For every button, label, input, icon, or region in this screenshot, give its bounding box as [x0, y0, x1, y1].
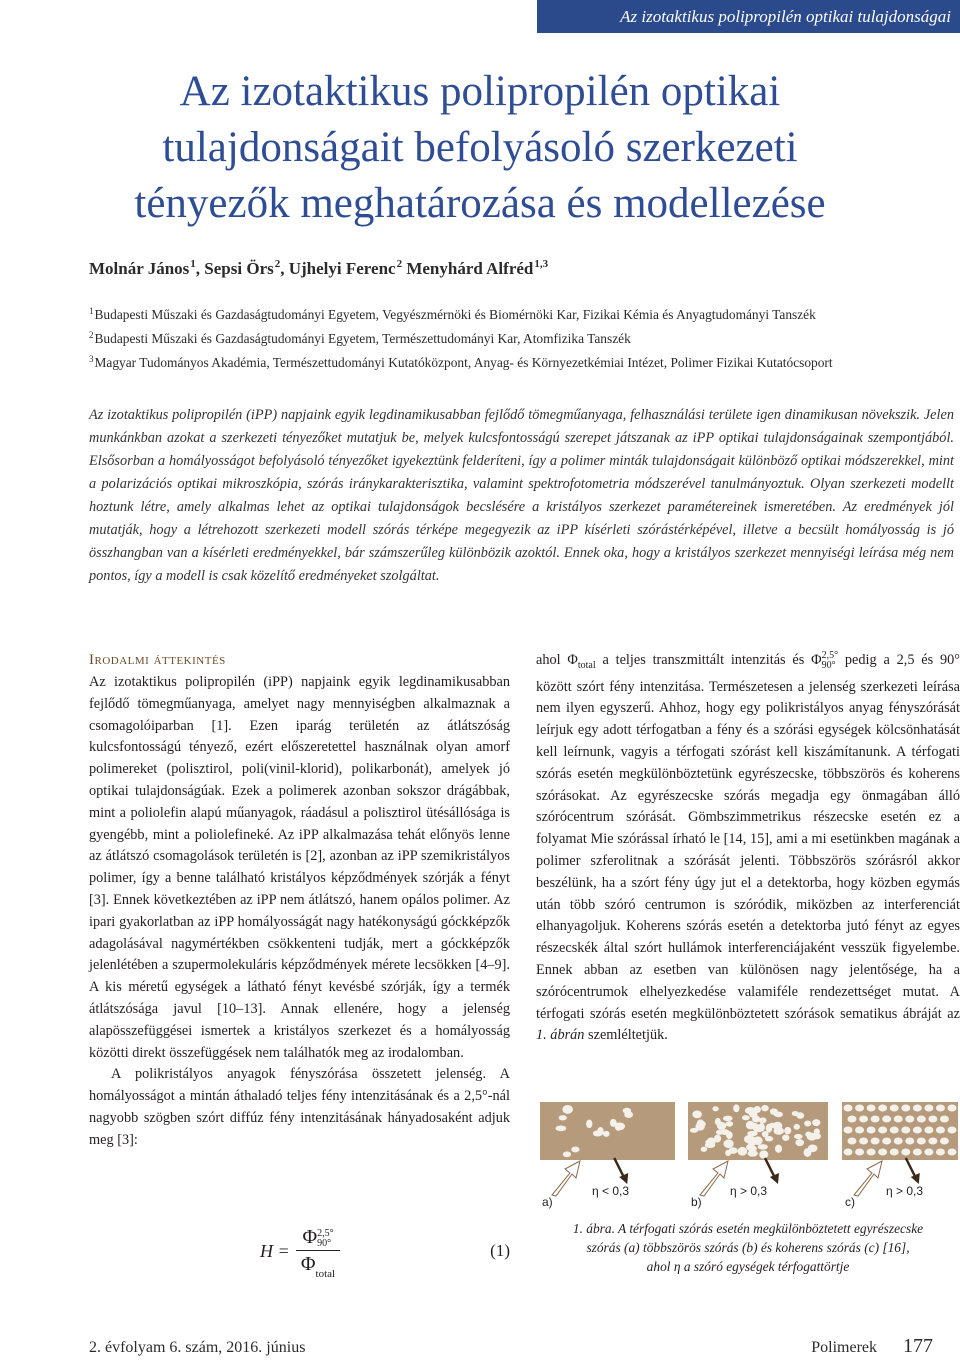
section-heading: Irodalmi áttekintés [89, 652, 226, 668]
affiliation-text: Magyar Tudományos Akadémia, Természettudományi Kutatóközpont, Anyag- és Környezetkémiai Intézet, Polimer Fizikai Kutatócsoport [94, 355, 833, 370]
author-name: Molnár János [89, 259, 190, 278]
scattering-particle [624, 1111, 633, 1118]
scattering-particle [690, 1128, 698, 1133]
scattering-particle [775, 1145, 782, 1153]
affiliation-number: 3 [89, 354, 94, 364]
scattering-particle [871, 1116, 880, 1123]
scattering-particle [733, 1104, 739, 1112]
scattering-particle [913, 1127, 922, 1134]
scattering-particle [744, 1135, 755, 1143]
scattering-particle [924, 1127, 933, 1134]
affiliation [89, 349, 954, 373]
scattering-particle [878, 1127, 887, 1134]
scattering-particle [697, 1119, 705, 1128]
phi-symbol: Φ [300, 1253, 316, 1275]
body-paragraph [536, 650, 960, 1047]
scattering-particle [795, 1139, 804, 1146]
figure-caption [536, 1219, 960, 1276]
scattering-particle [871, 1138, 880, 1145]
scattering-particle [747, 1146, 755, 1151]
caption-line: ahol η a szóró egységek térfogattörtje [646, 1259, 850, 1274]
scattering-particle [867, 1149, 876, 1156]
scattering-particle [794, 1124, 800, 1130]
scattering-particle [936, 1105, 945, 1112]
scattering-particle [701, 1147, 707, 1152]
scattering-particle [761, 1105, 769, 1111]
scattering-particle [844, 1127, 853, 1134]
equation-haze [260, 1225, 510, 1281]
scattering-particle [804, 1148, 812, 1157]
author-name: Sepsi Örs [204, 259, 274, 278]
scattering-particle [948, 1127, 957, 1134]
scattering-particle [901, 1127, 910, 1134]
scattering-particle [758, 1144, 768, 1150]
scattering-particle [770, 1109, 776, 1115]
scattering-particle [936, 1127, 945, 1134]
affiliation-text: Budapesti Műszaki és Gazdaságtudományi Egyetem, Vegyészmérnöki és Biomérnöki Kar, Fizikai Kémia és Anyagtudományi Tanszék [94, 307, 816, 322]
scattering-particle [729, 1147, 738, 1154]
panel-eta-label: η > 0,3 [730, 1184, 768, 1198]
affiliation-text: Budapesti Műszaki és Gazdaságtudományi Egyetem, Természettudományi Kar, Atomfizika Tanszék [94, 331, 631, 346]
subscript: total [577, 659, 596, 671]
scattering-particle [901, 1149, 910, 1156]
scattering-particle [759, 1150, 768, 1158]
scattering-particle [571, 1146, 579, 1152]
scattering-particle [796, 1112, 804, 1119]
body-paragraph: Az izotaktikus polipropilén (iPP) napjaink egyik legdinamikusabban fejlődő tömegműanyaga, amelyet nagy mennyiségben alkalmaznak a csomagolóiparban [1]. Ezen iparág területén az átlátszóság kulcsfontosságú tényező, ezért előszeretettel használnak olyan amorf polimereket (polisztirol, poli(vinil-klorid), polikarbonát), amelyek jó optikai tulajdonságúak. Ezek a polimerek azonban sokszor drágábbak, mint a poliolefin alapú műanyagok, ráadásul a polisztirol ütésállósága is gyengébb, mint a poliolefineké. Az iPP alkalmazása tehát előnyös lenne az átlátszó csomagolások területén is [2], azonban az iPP szemikristályos polimer, így a benne található kristályos képződmények szórják a fényt [3]. Ennek következtében az iPP nem átlátszó, hanem opálos polimer. Az ipari gyakorlatban az iPP homályosságát nagy hatékonyságú góckképzők adagolásával nagymértékben csökkenteni tudják, mert a góckképzők jelenlétében a szupermolekuláris képződmények mérete lecsökken [4–9]. A kis méretű egységek a látható fényt kevésbé szórják, így a termék átlátszósága javul [10–13]. Annak ellenére, hogy a jelenség alapösszefüggései ismertek a kristályos szerkezet és a homályosság közötti direkt összefüggések nem találhatók meg az irodalomban. [89, 674, 510, 1061]
figure-reference: 1. ábrán [536, 1027, 585, 1044]
scattering-particle [765, 1136, 773, 1141]
equation-sub: 90° [317, 1238, 332, 1250]
scattering-particle [890, 1149, 899, 1156]
affiliation-number: 2 [89, 330, 94, 340]
author-affil-number: 2 [274, 258, 281, 270]
affiliation [89, 301, 954, 325]
scattering-particle [586, 1119, 592, 1128]
equation-sup: 2,5° [317, 1228, 334, 1240]
scattering-particle [859, 1138, 868, 1145]
scattering-particle [867, 1127, 876, 1134]
subscript: 90° [821, 660, 836, 671]
scattering-particle [936, 1149, 945, 1156]
equation-number: (1) [490, 1241, 510, 1260]
scattering-particle [562, 1105, 573, 1114]
scattering-particle [890, 1105, 899, 1112]
scattering-particle [894, 1116, 903, 1123]
abstract: Az izotaktikus polipropilén (iPP) napjaink egyik legdinamikusabban fejlődő tömegműanyaga, felhasználási területe igen dinamikusan növekszik. Jelen munkánkban azokat a szerkezeti tényezőket mutatjuk be, melyek kulcsfontosságú szerepet játszanak az iPP optikai tulajdonságainak szempontjából. Elsősorban a homályosságot befolyásoló tényezőket igyekeztünk felderíteni, így a polimer minták tulajdonságait különböző optikai módszerekkel, mint a polarizációs optikai mikroszkópia, szórás iránykarakterisztika, valamint spektrofotometria módszerével tanulmányoztuk. Olyan szerkezeti modellt hoztunk létre, amely alkalmas lehet az optikai tulajdonságok becslésére a kristályos szerkezet paramétereinek ismeretében. Az eredmények jól mutatják, hogy a létrehozott szerkezeti modell szórás térképe megegyezik az iPP kísérleti szórástérképével, illetve a becsült homályosság is jó összhangban van a kísérleti eredményekkel, bár számszerűleg különbözik azoktól. Ennek oka, hogy a kristályos szerkezet mennyiségi leírása még nem pontos, így a modell is csak közelítő eredményeket szolgáltat. [89, 407, 954, 584]
author-name: Menyhárd Alfréd [406, 259, 534, 278]
text-run: szemléltetjük. [584, 1027, 668, 1044]
scattering-particle [855, 1105, 864, 1112]
scattering-particle [928, 1116, 937, 1123]
scattering-particle [813, 1133, 821, 1139]
scattering-diagram [536, 1100, 960, 1216]
footer-journal-page [811, 1335, 933, 1358]
scattering-particle [913, 1105, 922, 1112]
scattering-particle [928, 1138, 937, 1145]
scattering-particle [917, 1138, 926, 1145]
scattering-particle [707, 1137, 716, 1146]
right-column [536, 650, 960, 1047]
scattering-particle [894, 1138, 903, 1145]
panel-letter: c) [845, 1195, 855, 1209]
scattering-figure [536, 1100, 960, 1216]
scattering-particle [878, 1149, 887, 1156]
affiliation-list [89, 301, 954, 373]
scattering-particle [905, 1116, 914, 1123]
scattering-particle [948, 1149, 957, 1156]
scattering-particle [712, 1106, 718, 1111]
title-line: tényezők meghatározása és modellezése [134, 180, 826, 227]
scattering-particle [742, 1115, 750, 1120]
scattering-particle [924, 1149, 933, 1156]
scattering-particle [905, 1138, 914, 1145]
scattering-particle [782, 1134, 789, 1140]
panel-single-scattering [540, 1102, 675, 1196]
scattering-particle [555, 1125, 566, 1131]
scattering-particle [878, 1105, 887, 1112]
author-affil-number: 1 [190, 258, 196, 270]
scattering-particle [867, 1105, 876, 1112]
scattering-particle [859, 1116, 868, 1123]
scattering-particle [723, 1139, 733, 1148]
superscript: 2,5° [821, 650, 839, 661]
text-run: ahol Φ [536, 652, 578, 668]
scattered-light-arrow [906, 1158, 916, 1178]
author-affil-number: 1,3 [534, 258, 549, 270]
scattering-particle [615, 1122, 625, 1130]
scattering-particle [848, 1116, 857, 1123]
author-list: Molnár János$^1$, Sepsi Örs$^2$, Ujhelyi Ferenc$^2$ Menyhárd Alfréd$^{1,3}$ [89, 258, 549, 278]
scattering-particle [721, 1129, 730, 1135]
scattering-particle [723, 1116, 733, 1122]
affiliation [89, 325, 954, 349]
running-header: Az izotaktikus polipropilén optikai tulajdonságai [537, 0, 960, 33]
page-number: 177 [903, 1335, 933, 1357]
article-title [40, 64, 920, 232]
footer-issue: 2. évfolyam 6. szám, 2016. június [89, 1339, 306, 1356]
scattering-particle [715, 1118, 721, 1125]
scattering-particle [692, 1111, 702, 1119]
scattering-particle [804, 1121, 811, 1127]
incident-light-arrow [854, 1161, 882, 1196]
scattered-light-arrow [765, 1158, 775, 1178]
text-run: a teljes transzmittált intenzitás és Φ [595, 652, 822, 668]
scattering-particle [769, 1123, 775, 1129]
panel-letter: b) [691, 1195, 702, 1209]
scattering-particle [882, 1138, 891, 1145]
scattering-particle [855, 1127, 864, 1134]
title-line: tulajdonságait befolyásoló szerkezeti [162, 124, 798, 171]
equation-fraction [296, 1225, 340, 1281]
scattering-particle [737, 1147, 747, 1156]
scattering-particle [753, 1124, 763, 1132]
scattering-particle [794, 1134, 803, 1139]
scattering-particle [784, 1127, 791, 1135]
scattering-particle [848, 1138, 857, 1145]
scattering-particle [940, 1116, 949, 1123]
incident-light-arrow [700, 1161, 728, 1196]
scattering-particle [940, 1138, 949, 1145]
panel-multiple-scattering [688, 1102, 828, 1196]
equation-sub: total [315, 1268, 336, 1281]
text-run: pedig a 2,5 és 90° között szórt fény intenzitása. Természetesen a jelenség szerkezeti leírása nem ilyen egyszerű. Ahhoz, hogy egy polikristályos anyag fényszórását leírjuk egy adott térfogatban a fény és a szórási egységek kölcsönhatását kell leírnunk, vagyis a térfogati szórást kell kiszámítanunk. A térfogati szórás esetén megkülönböztetünk egyrészecske, többszörös és koherens szórásokat. Az egyrészecske szórás megadja egy önmagában álló szórócentrum szórását. Gömbszimmetrikus részecske esetén ez a folyamat Mie szórással írható le [14, 15], ami a mi esetünkben magának a polimer szferolitnak a szórását jelenti. Többszörös szórásról akkor beszélünk, ha a szórt fény úgy jut el a detektorba, hogy közben egymás után több szóró centrumon is szóródik, miközben az interferenciát elhanyagoljuk. Koherens szórás esetén a detektorba jutó fényt az egyes részecskék által szórt hullámok interferenciájaként vesszük figyelembe. Ennek abban az esetben van különösen nagy jelentősége, ha a szórócentrumok elhelyezkedése valamiféle rendezettséget mutat. A térfogati szórás esetén megkülönböztetett szórások sematikus ábráját az [536, 652, 960, 1022]
scattering-particle [882, 1116, 891, 1123]
equation-lhs: H = [260, 1241, 290, 1261]
author-name: Ujhelyi Ferenc [288, 259, 396, 278]
scattering-particle [917, 1116, 926, 1123]
equation-numerator [296, 1225, 340, 1249]
scattering-particle [844, 1105, 853, 1112]
body-paragraph: A polikristályos anyagok fényszórása összetett jelenség. A homályosságot a mintán áthaladó teljes fény intenzitásának és a 2,5°-nál nagyobb szögben szórt diffúz fény intenzitásának hányadosaként adjuk meg [3]: [89, 1066, 510, 1148]
scattering-particle [563, 1151, 571, 1157]
caption-line: 1. ábra. A térfogati szórás esetén megkülönböztetett egyrészecske [572, 1221, 924, 1236]
scattering-particle [855, 1149, 864, 1156]
scattering-particle [559, 1115, 567, 1120]
scattering-particle [924, 1105, 933, 1112]
left-column [89, 650, 510, 1152]
scattering-particle [603, 1131, 610, 1137]
panel-eta-label: η < 0,3 [592, 1184, 630, 1198]
author-affil-number: 2 [396, 258, 403, 270]
scattering-particle [747, 1150, 757, 1157]
phi-symbol: Φ [302, 1226, 318, 1248]
title-line: Az izotaktikus polipropilén optikai [179, 68, 781, 115]
equation-denominator [296, 1252, 340, 1281]
panel-letter: a) [542, 1195, 553, 1209]
fraction-bar [296, 1250, 340, 1251]
scattering-particle [726, 1121, 734, 1127]
scattering-particle [844, 1149, 853, 1156]
incident-light-arrow [552, 1161, 580, 1196]
scattering-particle [901, 1105, 910, 1112]
scattering-particle [890, 1127, 899, 1134]
scattered-light-arrow [614, 1158, 624, 1178]
footer-journal: Polimerek [811, 1339, 877, 1356]
scattering-particle [759, 1117, 767, 1123]
scattering-particle [749, 1111, 757, 1117]
scattering-particle [913, 1149, 922, 1156]
affiliation-number: 1 [89, 306, 94, 316]
scattering-particle [812, 1119, 820, 1126]
caption-line: szórás (a) többszörös szórás (b) és koherens szórás (c) [16], [586, 1240, 910, 1255]
scattering-particle [948, 1105, 957, 1112]
scattering-particle [593, 1130, 602, 1136]
panel-eta-label: η > 0,3 [886, 1184, 924, 1198]
panel-coherent-scattering [842, 1102, 958, 1196]
